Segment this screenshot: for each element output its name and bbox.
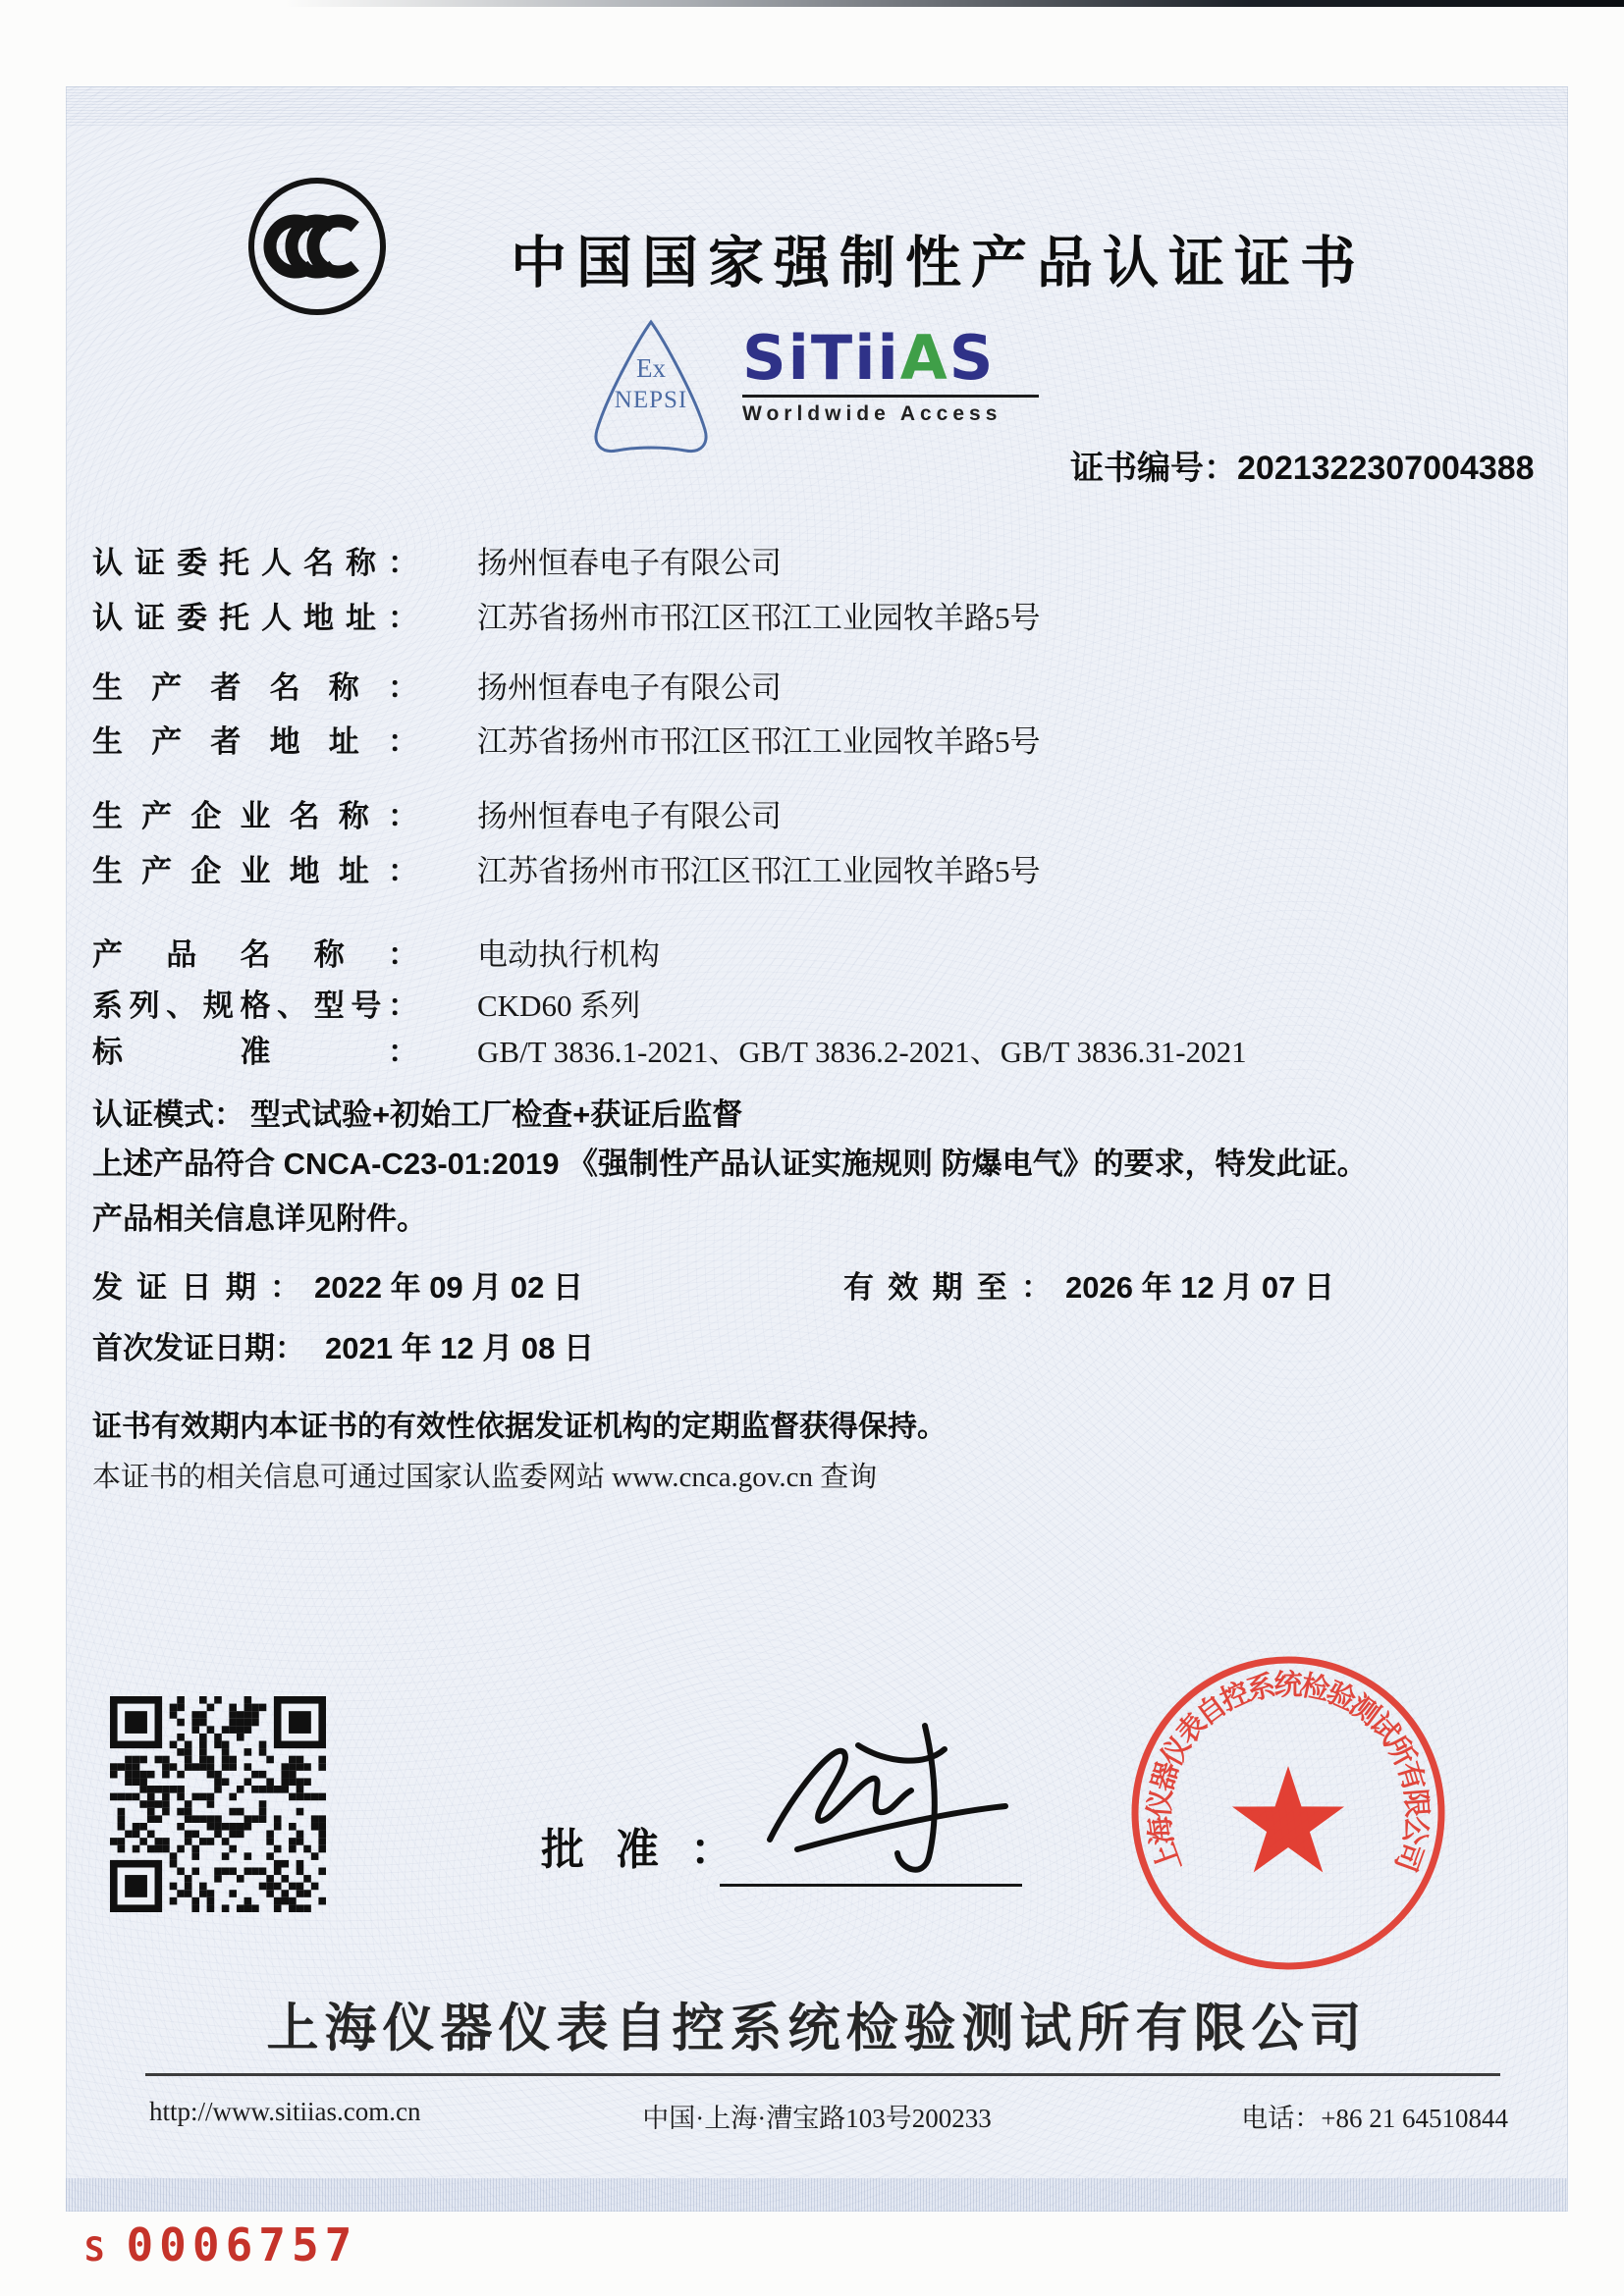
statement-line-2: 产品相关信息详见附件。 xyxy=(92,1201,427,1236)
statement-line-1: 上述产品符合 CNCA-C23-01:2019 《强制性产品认证实施规则 防爆电气》的要求，特发此证。 xyxy=(92,1147,1368,1181)
field-row-product-name xyxy=(92,930,660,974)
sitiias-underline xyxy=(742,395,1039,398)
svg-text:检: 检 xyxy=(1297,1670,1333,1707)
certificate-number-value: 2021322307004388 xyxy=(1237,450,1535,487)
valid-until-value: 2026 年 12 月 07 日 xyxy=(1065,1270,1334,1305)
footer-website: http://www.sitiias.com.cn xyxy=(149,2097,421,2126)
field-row-applicant-name xyxy=(92,538,782,582)
certificate-serial xyxy=(84,2218,357,2271)
field-row-producer-name xyxy=(92,663,782,707)
field-label: 系列、规格、型号 ： xyxy=(92,981,418,1025)
field-value: 江苏省扬州市邗江区邗江工业园牧羊路5号 xyxy=(477,854,1041,888)
sitiias-word-a: A xyxy=(899,322,949,394)
sitiias-wordmark xyxy=(742,322,1047,394)
svg-text:所: 所 xyxy=(1379,1731,1421,1772)
svg-text:上: 上 xyxy=(1148,1838,1188,1876)
stamp-star-icon xyxy=(1232,1766,1344,1873)
official-red-stamp xyxy=(1121,1646,1455,1980)
nepsi-name-label: NEPSI xyxy=(614,387,688,413)
sitiias-tagline: Worldwide Access xyxy=(742,402,1002,425)
field-value: 扬州恒春电子有限公司 xyxy=(477,546,782,580)
paper-bottom-texture xyxy=(66,2178,1568,2212)
valid-until-row xyxy=(843,1262,1334,1307)
field-value: 扬州恒春电子有限公司 xyxy=(477,799,782,833)
qr-code xyxy=(110,1696,326,1912)
validity-note: 证书有效期内本证书的有效性依据发证机构的定期监督获得保持。 xyxy=(92,1411,947,1443)
issue-date-value: 2022 年 09 月 02 日 xyxy=(314,1270,583,1305)
field-row-standards xyxy=(92,1027,1247,1071)
field-label: 产品名称 ： xyxy=(92,930,418,974)
field-value: 扬州恒春电子有限公司 xyxy=(477,670,782,705)
svg-text:器: 器 xyxy=(1146,1758,1185,1795)
field-value: 江苏省扬州市邗江区邗江工业园牧羊路5号 xyxy=(477,724,1041,759)
field-label: 生产者名称 ： xyxy=(92,663,418,707)
serial-number: 0006757 xyxy=(126,2218,358,2271)
field-row-applicant-address xyxy=(92,593,1041,637)
field-label: 认证委托人地址 ： xyxy=(92,593,418,637)
first-issue-date-value: 2021 年 12 月 08 日 xyxy=(325,1331,594,1365)
lookup-note: 本证书的相关信息可通过国家认监委网站 www.cnca.gov.cn 查询 xyxy=(92,1462,878,1493)
certification-mode-value: 型式试验+初始工厂检查+获证后监督 xyxy=(250,1097,743,1132)
approval-row xyxy=(541,1814,733,1877)
nepsi-ex-label: Ex xyxy=(636,353,666,383)
serial-prefix: S xyxy=(84,2230,107,2269)
field-value: 电动执行机构 xyxy=(477,937,660,972)
signature-underline xyxy=(720,1884,1022,1887)
first-issue-date-label: 首次发证日期 ： xyxy=(92,1323,305,1367)
svg-text:验: 验 xyxy=(1321,1677,1361,1718)
field-row-factory-address xyxy=(92,846,1041,890)
issuer-name: 上海仪器仪表自控系统检验测试所有限公司 xyxy=(266,2000,1368,2057)
svg-text:统: 统 xyxy=(1273,1670,1303,1701)
certification-mode-label: 认证模式 ： xyxy=(92,1090,244,1134)
certificate-title: 中国国家强制性产品认证证书 xyxy=(511,232,1366,294)
first-issue-date-row xyxy=(92,1323,594,1367)
field-row-series-model xyxy=(92,981,640,1025)
sitiias-logo xyxy=(742,322,1047,426)
nepsi-logo xyxy=(587,316,715,455)
svg-text:表: 表 xyxy=(1170,1708,1214,1750)
svg-text:海: 海 xyxy=(1144,1814,1180,1847)
svg-text:控: 控 xyxy=(1216,1677,1256,1718)
svg-text:测: 测 xyxy=(1343,1689,1385,1733)
field-label: 生产者地址 ： xyxy=(92,717,418,761)
ccc-logo-icon xyxy=(244,174,391,319)
svg-text:公: 公 xyxy=(1396,1814,1433,1847)
footer-address: 中国·上海·漕宝路103号200233 xyxy=(642,2104,992,2133)
paper-top-texture xyxy=(66,86,1568,128)
sitiias-word-suffix: S xyxy=(948,322,996,394)
certificate-number-label: 证书编号 ： xyxy=(1070,450,1237,487)
nepsi-triangle-icon xyxy=(587,316,715,455)
certificate-number-line xyxy=(1070,441,1535,489)
field-value: CKD60 系列 xyxy=(477,988,641,1023)
field-row-factory-name xyxy=(92,791,782,835)
svg-text:自: 自 xyxy=(1191,1689,1233,1733)
svg-text:仪: 仪 xyxy=(1144,1788,1178,1819)
field-label: 认证委托人名称 ： xyxy=(92,538,418,582)
field-value: GB/T 3836.1-2021、GB/T 3836.2-2021、GB/T 3836.31-2021 xyxy=(477,1035,1247,1069)
svg-text:司: 司 xyxy=(1388,1838,1429,1876)
field-label: 标准 ： xyxy=(92,1027,418,1071)
certification-mode-row xyxy=(92,1090,742,1134)
svg-text:有: 有 xyxy=(1391,1758,1431,1795)
approval-label: 批准 ： xyxy=(541,1814,733,1877)
svg-text:限: 限 xyxy=(1398,1788,1433,1819)
footer-divider xyxy=(145,2073,1500,2076)
field-label: 生产企业地址 ： xyxy=(92,846,418,890)
approver-signature xyxy=(742,1710,1037,1896)
issue-date-row xyxy=(92,1262,583,1307)
sitiias-word-prefix: SiTii xyxy=(742,322,900,394)
field-value: 江苏省扬州市邗江区邗江工业园牧羊路5号 xyxy=(477,601,1041,635)
footer-phone: 电话：+86 21 64510844 xyxy=(1241,2104,1508,2133)
issue-date-label: 发证日期 ： xyxy=(92,1262,300,1307)
svg-text:系: 系 xyxy=(1243,1670,1279,1707)
scan-edge-artifact xyxy=(285,0,1624,7)
svg-text:仪: 仪 xyxy=(1156,1731,1198,1772)
field-label: 生产企业名称 ： xyxy=(92,791,418,835)
valid-until-label: 有效期至 ： xyxy=(843,1262,1052,1307)
svg-text:试: 试 xyxy=(1363,1708,1406,1750)
field-row-producer-address xyxy=(92,717,1041,761)
